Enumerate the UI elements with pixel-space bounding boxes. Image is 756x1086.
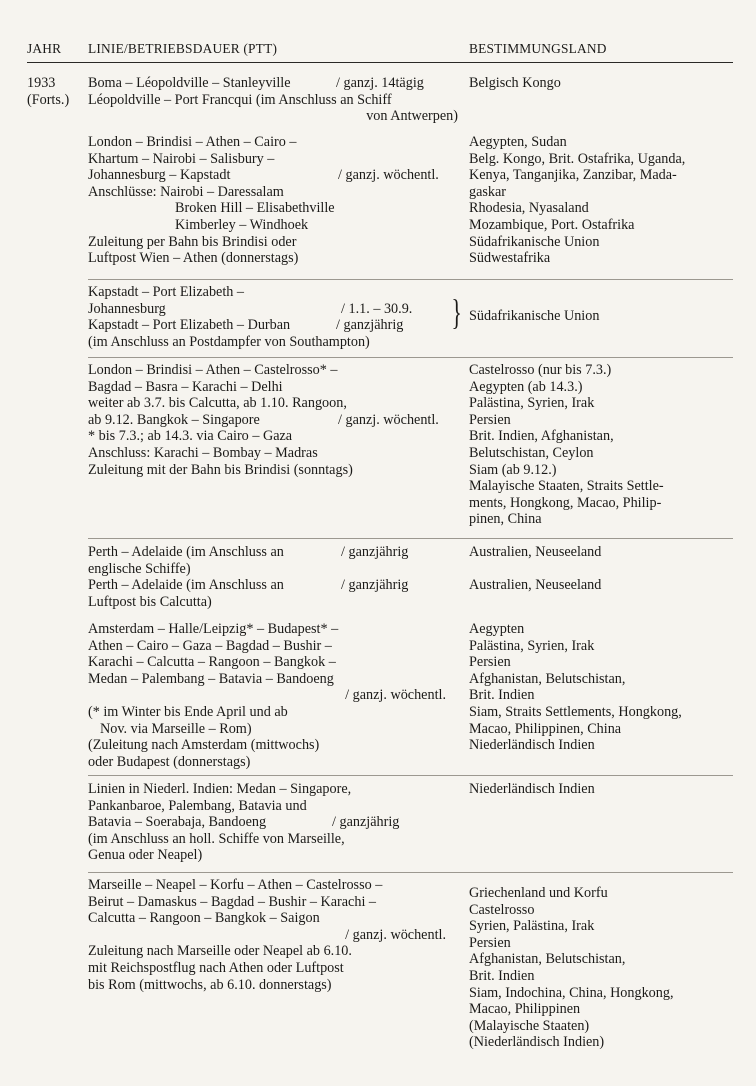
destination-line: Malayische Staaten, Straits Settle- — [469, 478, 664, 495]
destination-line: Aegypten, Sudan — [469, 134, 567, 150]
destination-line: Brit. Indien — [469, 967, 535, 984]
destination-line: Aegypten (ab 14.3.) — [469, 378, 583, 395]
destination-line: Afghanistan, Belutschistan, — [469, 951, 626, 968]
route-line: bis Rom (mittwochs, ab 6.10. donnerstags) — [88, 976, 332, 993]
route-block-london-kapstadt — [0, 134, 756, 276]
schedule-label: / ganzj. wöchentl. — [345, 687, 446, 704]
route-line: Luftpost Wien – Athen (donnerstags) — [88, 250, 299, 267]
route-line: Marseille – Neapel – Korfu – Athen – Castelrosso – — [88, 877, 383, 893]
route-cell — [88, 621, 458, 770]
destination-line: Aegypten — [469, 621, 525, 637]
destination-line: Kenya, Tanganjika, Zanzibar, Mada- — [469, 167, 677, 184]
route-line: Anschluss: Karachi – Bombay – Madras — [88, 444, 318, 461]
route-line: Beirut – Damaskus – Bagdad – Bushir – Karachi – — [88, 893, 377, 910]
route-line: Johannesburg / 1.1. – 30.9. — [88, 300, 413, 317]
route-line: Perth – Adelaide (im Anschluss an / ganzjährig — [88, 544, 409, 560]
destination-line: (Niederländisch Indien) — [469, 1034, 605, 1051]
route-line: Pankanbaroe, Palembang, Batavia und — [88, 797, 307, 814]
route-block-kapstadt — [0, 284, 756, 354]
route-line: London – Brindisi – Athen – Cairo – — [88, 134, 297, 150]
schedule-label: / ganzj. wöchentl. — [338, 411, 439, 428]
schedule-label: / ganzj. 14tägig — [336, 75, 424, 91]
schedule-label: / ganzj. wöchentl. — [345, 926, 446, 943]
year-value: 1933 — [27, 75, 56, 91]
year-cell — [27, 75, 69, 108]
destination-line: Castelrosso — [469, 901, 535, 918]
destination-line: Siam (ab 9.12.) — [469, 461, 557, 478]
header-destination: BESTIMMUNGSLAND — [469, 41, 607, 56]
destination-line: Südwestafrika — [469, 250, 551, 267]
block-separator — [88, 538, 733, 539]
route-line: Nov. via Marseille – Rom) — [100, 720, 252, 737]
route-cell — [88, 362, 458, 478]
block-separator — [88, 775, 733, 776]
route-line: oder Budapest (donnerstags) — [88, 753, 251, 770]
destination-line: Rhodesia, Nyasaland — [469, 200, 589, 217]
schedule-label: / ganzj. wöchentl. — [338, 167, 439, 184]
route-block-boma — [0, 75, 756, 127]
route-line: Linien in Niederl. Indien: Medan – Singapore, — [88, 781, 352, 797]
route-line: Karachi – Calcutta – Rangoon – Bangkok – — [88, 654, 336, 671]
route-line: Kapstadt – Port Elizabeth – Durban / ganzjährig — [88, 317, 404, 334]
route-line: Medan – Palembang – Batavia – Bandoeng — [88, 670, 334, 687]
route-cell — [88, 75, 458, 125]
destination-cell — [469, 544, 739, 594]
destination-line: Siam, Indochina, China, Hongkong, — [469, 984, 674, 1001]
destination-line: Palästina, Syrien, Irak — [469, 395, 595, 412]
route-line: Kapstadt – Port Elizabeth – — [88, 284, 245, 300]
route-line: Léopoldville – Port Francqui (im Anschluss an Schiff — [88, 91, 392, 108]
destination-cell — [469, 134, 739, 267]
block-separator — [88, 872, 733, 873]
destination-line: Siam, Straits Settlements, Hongkong, — [469, 703, 682, 720]
destination-line: Belg. Kongo, Brit. Ostafrika, Uganda, — [469, 150, 686, 167]
destination-line: Südafrikanische Union — [469, 233, 600, 250]
destination-cell — [469, 75, 739, 92]
destination-line: Australien, Neuseeland — [469, 544, 602, 560]
destination-cell — [469, 362, 739, 528]
destination-line: (Malayische Staaten) — [469, 1017, 590, 1034]
route-line: * bis 7.3.; ab 14.3. via Cairo – Gaza — [88, 428, 293, 445]
destination-line: Palästina, Syrien, Irak — [469, 637, 595, 654]
block-separator — [88, 279, 733, 280]
destination-line: Belutschistan, Ceylon — [469, 444, 594, 461]
route-line: (im Anschluss an Postdampfer von Southampton) — [88, 333, 370, 350]
route-line: Zuleitung nach Marseille oder Neapel ab 6.10. — [88, 943, 352, 960]
destination-line: Südafrikanische Union — [469, 308, 600, 324]
route-line: ab 9.12. Bangkok – Singapore / ganzj. wöchentl. — [88, 411, 439, 428]
destination-line: ments, Hongkong, Macao, Philip- — [469, 494, 662, 511]
destination-line: Afghanistan, Belutschistan, — [469, 670, 626, 687]
year-note: (Forts.) — [27, 91, 70, 108]
route-line: London – Brindisi – Athen – Castelrosso* – — [88, 362, 338, 378]
route-line: Athen – Cairo – Gaza – Bagdad – Bushir – — [88, 637, 332, 654]
schedule-label: / ganzjährig — [332, 814, 400, 831]
schedule-label: / ganzjährig — [341, 544, 409, 560]
destination-line: Australien, Neuseeland — [469, 577, 602, 594]
destination-cell — [469, 781, 739, 798]
destination-line: Persien — [469, 654, 511, 671]
destination-cell — [469, 885, 739, 1051]
table-header — [27, 41, 733, 59]
route-block-perth — [0, 544, 756, 614]
destination-line: Syrien, Palästina, Irak — [469, 918, 595, 935]
route-line: Anschlüsse: Nairobi – Daressalam — [88, 183, 284, 200]
block-separator — [88, 357, 733, 358]
route-cell — [88, 284, 458, 350]
route-block-london-singapore — [0, 362, 756, 538]
route-line: mit Reichspostflug nach Athen oder Luftpost — [88, 959, 344, 976]
route-block-marseille — [0, 877, 756, 1057]
route-line: von Antwerpen) — [366, 108, 458, 125]
route-line: (* im Winter bis Ende April und ab — [88, 703, 288, 720]
route-line: englische Schiffe) — [88, 560, 191, 577]
route-cell — [88, 134, 458, 267]
route-line: Kimberley – Windhoek — [175, 216, 309, 233]
route-line: Khartum – Nairobi – Salisbury – — [88, 150, 275, 167]
destination-line: Niederländisch Indien — [469, 781, 595, 797]
destination-line: Macao, Philippinen, China — [469, 720, 622, 737]
destination-line: Mozambique, Port. Ostafrika — [469, 216, 635, 233]
route-line: Zuleitung per Bahn bis Brindisi oder — [88, 233, 297, 250]
schedule-label: / 1.1. – 30.9. — [341, 300, 413, 317]
route-line: Perth – Adelaide (im Anschluss an / ganzjährig — [88, 577, 409, 594]
route-cell — [88, 544, 458, 610]
destination-line: pinen, China — [469, 511, 542, 528]
destination-line: Belgisch Kongo — [469, 75, 561, 91]
route-block-amsterdam — [0, 621, 756, 775]
header-year: JAHR — [27, 41, 62, 56]
brace-icon: } — [451, 292, 462, 332]
route-line: Bagdad – Basra – Karachi – Delhi — [88, 378, 283, 395]
route-line: Calcutta – Rangoon – Bangkok – Saigon — [88, 910, 320, 927]
destination-line: Brit. Indien, Afghanistan, — [469, 428, 614, 445]
destination-cell — [469, 621, 739, 754]
destination-line — [469, 561, 739, 578]
schedule-label: / ganzjährig — [341, 577, 409, 594]
route-line: Batavia – Soerabaja, Bandoeng / ganzjährig — [88, 814, 400, 831]
route-line: Broken Hill – Elisabethville — [175, 200, 335, 217]
route-cell — [88, 877, 458, 993]
destination-line: Brit. Indien — [469, 687, 535, 704]
schedule-label: / ganzjährig — [336, 317, 404, 334]
header-line: LINIE/BETRIEBSDAUER (PTT) — [88, 41, 278, 56]
destination-line: Macao, Philippinen — [469, 1001, 581, 1018]
route-line: Luftpost bis Calcutta) — [88, 593, 212, 610]
route-line: Johannesburg – Kapstadt / ganzj. wöchentl. — [88, 167, 439, 184]
destination-line: Griechenland und Korfu — [469, 885, 608, 901]
route-line: weiter ab 3.7. bis Calcutta, ab 1.10. Rangoon, — [88, 395, 347, 412]
route-line: Zuleitung mit der Bahn bis Brindisi (sonntags) — [88, 461, 353, 478]
route-line: Amsterdam – Halle/Leipzig* – Budapest* – — [88, 621, 339, 637]
route-block-niederl-indien — [0, 781, 756, 871]
destination-cell — [469, 308, 739, 325]
header-rule — [27, 62, 733, 63]
route-cell — [88, 781, 458, 864]
route-line: (Zuleitung nach Amsterdam (mittwochs) — [88, 737, 320, 754]
route-line: (im Anschluss an holl. Schiffe von Marseille, — [88, 830, 345, 847]
destination-line: Niederländisch Indien — [469, 737, 595, 754]
route-line: Genua oder Neapel) — [88, 847, 203, 864]
route-line: Boma – Léopoldville – Stanleyville / ganzj. 14tägig — [88, 75, 424, 91]
destination-line: Castelrosso (nur bis 7.3.) — [469, 362, 612, 378]
destination-line: Persien — [469, 934, 511, 951]
destination-line: gaskar — [469, 183, 507, 200]
destination-line: Persien — [469, 411, 511, 428]
